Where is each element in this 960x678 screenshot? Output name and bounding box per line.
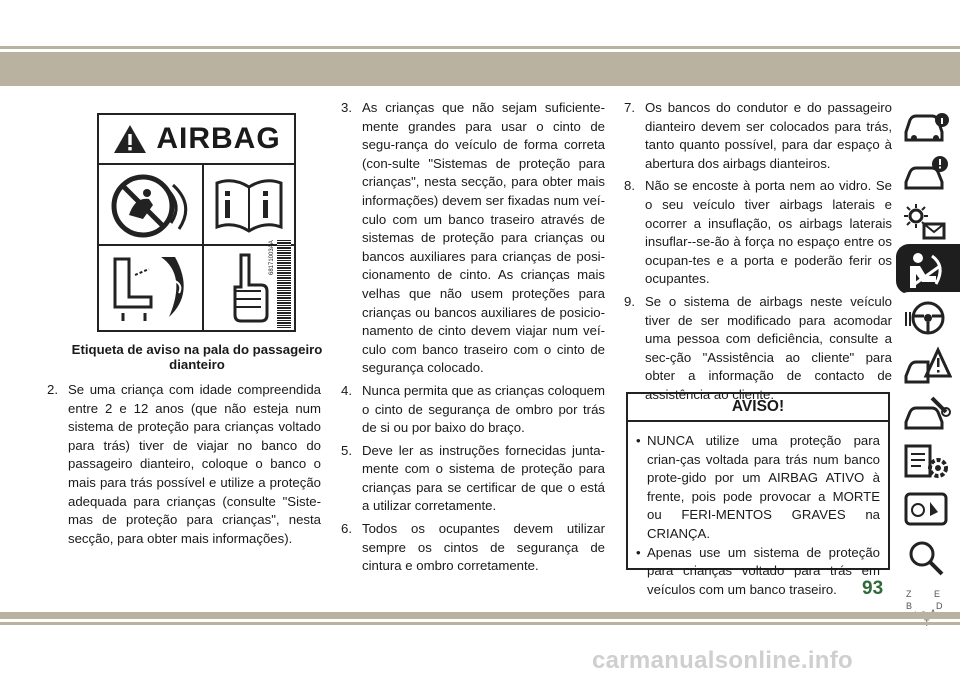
multimedia-icon bbox=[902, 490, 952, 530]
dashboard-lights-icon bbox=[902, 202, 952, 242]
top-rule bbox=[0, 46, 960, 49]
warning-list bbox=[628, 422, 888, 599]
warning-title: AVISO! bbox=[628, 394, 888, 422]
read-manual-icon bbox=[213, 175, 285, 235]
car-hazard-icon bbox=[902, 346, 952, 386]
warning-bullet: • NUNCA utilize uma proteção para crian-ças voltada para trás num banco prote-gido por um AIRBAG ATIVO à frente, pois pode provocar a MORTE ou FERI-MENTOS GRAVES na CRIANÇA. bbox=[636, 433, 880, 541]
list-item bbox=[341, 520, 605, 576]
car-info-icon bbox=[902, 106, 952, 146]
footer-band bbox=[0, 612, 960, 619]
warning-bullet-text: NUNCA utilize uma proteção para crian-ças voltada para trás num banco prote-gido por um AIRBAG ATIVO à frente, pois pode provocar a MORTE ou FERI-MENTOS GRAVES na CRIANÇA. bbox=[647, 433, 880, 541]
airbag-warning-label-figure bbox=[97, 113, 296, 332]
item-text: Se o sistema de airbags neste veículo tiver de ser modificado para acomodar uma pessoa com deficiência, consulte a sec-ção "Assistência ao cliente" para obter a informação de contacto de assistência ao cliente. bbox=[645, 293, 892, 402]
list-item bbox=[341, 382, 605, 438]
list-item bbox=[624, 99, 892, 173]
column-right bbox=[624, 99, 892, 409]
label-pictograms bbox=[99, 165, 294, 330]
item-text: As crianças que não sejam suficiente-mente grandes para usar o cinto de segu-rança do veículo de forma correta (con-sulte "Sistemas de proteção para crianças", nesta secção, para obter mais informações) devem ser fixadas num veí-culo com um banco traseiro através de sistemas de proteção para crianças ou bancos auxiliares para crianças de posi-cionamento de cinto. As crianças mais velhas que não usem proteções para crianças ou bancos auxiliares de posicio-namento de cinto devem viajar num veí-culo com banco traseiro com o cinto de segurança colocado. bbox=[362, 100, 605, 376]
search-icon bbox=[902, 538, 952, 578]
footer-rule bbox=[0, 622, 960, 625]
item-text: Nunca permita que as crianças coloquem o cinto de segurança de ombro por trás de si ou por baixo do braço. bbox=[362, 382, 605, 436]
item-number: 6. bbox=[341, 521, 352, 537]
label-header bbox=[99, 115, 294, 165]
svg-text:B: B bbox=[906, 601, 913, 611]
list-item bbox=[341, 99, 605, 378]
tab-dashboard-lights[interactable] bbox=[896, 196, 960, 246]
item-number: 5. bbox=[341, 442, 352, 458]
label-divider bbox=[99, 244, 202, 246]
item-number: 9. bbox=[624, 293, 635, 309]
no-child-seat-icon bbox=[107, 171, 195, 241]
header-band bbox=[0, 52, 960, 86]
list-item bbox=[341, 442, 605, 516]
tab-search[interactable] bbox=[896, 532, 960, 582]
svg-text:D: D bbox=[936, 601, 943, 611]
warning-bullet-text: Apenas use um sistema de proteção para crianças voltado para trás em veículos com um banco traseiro. bbox=[647, 544, 880, 597]
alphabet-index-icon bbox=[902, 586, 952, 626]
watermark: carmanualsonline.info bbox=[592, 647, 854, 674]
list-item bbox=[47, 381, 321, 548]
warning-triangle-icon bbox=[112, 123, 148, 155]
item-number: 3. bbox=[341, 100, 352, 115]
item-number: 8. bbox=[624, 178, 635, 194]
item-text: Se uma criança com idade compreendida entre 2 e 12 anos (que não esteja num sistema de proteção para crianças voltado para trás) tiver de viajar no banco do passageiro dianteiro, coloque o banco o mais para trás possível e utilize a proteção adequada para crianças (consulte "Siste-mas de proteção para crianças", nesta secção, para obter mais informações). bbox=[68, 382, 321, 546]
tab-car-wrench[interactable] bbox=[896, 388, 960, 438]
svg-text:Z: Z bbox=[906, 589, 912, 599]
tab-specs-gear[interactable] bbox=[896, 436, 960, 486]
label-barcode bbox=[277, 240, 291, 328]
item-text: Não se encoste à porta nem ao vidro. Se o seu veículo tiver airbags laterais e ocorrer a insuflação, os airbags laterais insuflar--se-ão à força no espaço entre os ocupan-tes e a porta e poderão ferir os ocupantes. bbox=[645, 178, 892, 287]
item-number: 4. bbox=[341, 382, 352, 398]
steering-wheel-icon bbox=[902, 298, 952, 338]
item-number: 7. bbox=[624, 100, 635, 115]
list-item bbox=[624, 177, 892, 289]
label-barcode-number: 68171003AA bbox=[269, 240, 275, 275]
column-middle bbox=[341, 99, 605, 580]
page-number: 93 bbox=[862, 578, 884, 599]
item-number: 2. bbox=[47, 382, 58, 397]
seat-airbag-deploy-icon bbox=[105, 251, 197, 325]
figure-caption: Etiqueta de aviso na pala do passageiro dianteiro bbox=[71, 342, 323, 372]
item-text: Todos os ocupantes devem utilizar sempre os cintos de segurança de cintura e ombro corretamente. bbox=[362, 521, 605, 574]
svg-text:E: E bbox=[934, 589, 941, 599]
column-left bbox=[47, 381, 321, 548]
car-wrench-icon bbox=[902, 394, 952, 434]
tab-car-info[interactable] bbox=[896, 100, 960, 150]
one-finger-hand-icon bbox=[227, 251, 271, 325]
tab-car-hazard[interactable] bbox=[896, 340, 960, 390]
item-text: Os bancos do condutor e do passageiro dianteiro devem ser colocados para trás, tanto quanto possível, para dar espaço à abertura dos airbags dianteiros. bbox=[645, 100, 892, 171]
list-item bbox=[624, 293, 892, 405]
warning-bullet: • Apenas use um sistema de proteção para crianças voltado para trás em veículos com um banco traseiro. bbox=[636, 544, 880, 597]
tab-seat-airbag[interactable] bbox=[896, 244, 960, 294]
specs-gear-icon bbox=[902, 442, 952, 482]
tab-steering-wheel[interactable] bbox=[896, 292, 960, 342]
label-divider bbox=[202, 165, 204, 330]
seat-airbag-icon bbox=[902, 250, 952, 290]
item-text: Deve ler as instruções fornecidas junta-mente com o sistema de proteção para crianças para se certificar de que o está a utilizar corretamente. bbox=[362, 442, 605, 514]
car-alert-icon bbox=[902, 154, 952, 194]
tab-car-alert[interactable] bbox=[896, 148, 960, 198]
label-airbag-word: AIRBAG bbox=[156, 122, 281, 155]
tab-multimedia[interactable] bbox=[896, 484, 960, 534]
